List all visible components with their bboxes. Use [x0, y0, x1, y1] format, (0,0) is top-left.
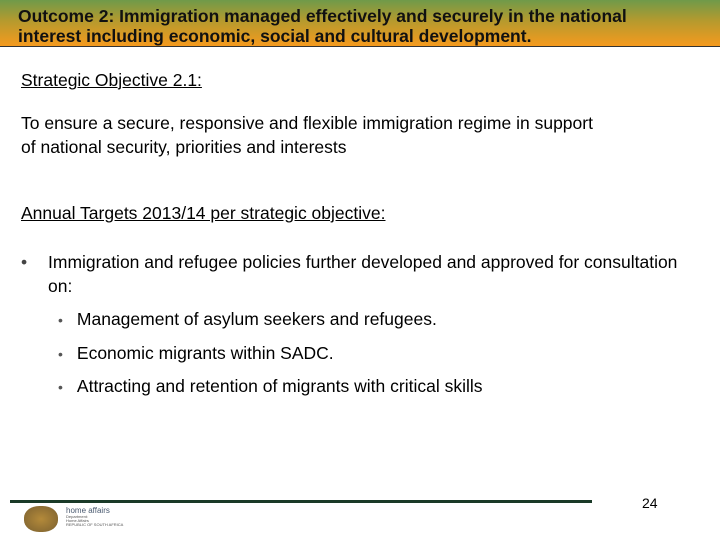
- bullet-text: Immigration and refugee policies further developed and approved for consultation on:: [48, 252, 678, 296]
- title-banner: [0, 0, 720, 47]
- coat-of-arms-logo: [24, 506, 58, 532]
- brand-sub-3: REPUBLIC OF SOUTH AFRICA: [66, 522, 124, 527]
- targets-heading: Annual Targets 2013/14 per strategic objective:: [21, 203, 386, 223]
- sub-bullet-text: Attracting and retention of migrants with critical skills: [76, 376, 483, 396]
- sub-bullet-text: Economic migrants within SADC.: [76, 343, 334, 363]
- footer-divider: [10, 500, 592, 503]
- objective-text: [21, 111, 593, 159]
- bullet-icon: •: [58, 312, 63, 328]
- title-line-2: interest including economic, social and cultural development.: [18, 26, 532, 46]
- bullet-icon: •: [21, 252, 28, 272]
- bullet-icon: •: [58, 379, 63, 395]
- sub-bullet: [58, 343, 334, 364]
- slide-title: [18, 6, 627, 46]
- objective-heading: Strategic Objective 2.1:: [21, 70, 202, 90]
- sub-bullet-text: Management of asylum seekers and refugees.: [76, 309, 437, 329]
- page-number: 24: [642, 495, 658, 511]
- brand-subtitle: [66, 515, 123, 527]
- objective-line-1: To ensure a secure, responsive and flexible immigration regime in support: [21, 113, 593, 133]
- brand-sub-2: Home Affairs: [66, 518, 89, 523]
- title-line-1: Outcome 2: Immigration managed effectively and securely in the national: [18, 6, 627, 26]
- sub-bullet: [58, 309, 437, 330]
- sub-bullet: [58, 376, 482, 397]
- brand-name: home affairs: [66, 506, 110, 515]
- bullet-icon: •: [58, 346, 63, 362]
- brand-sub-1: Department:: [66, 514, 89, 519]
- objective-line-2: of national security, priorities and interests: [21, 137, 347, 157]
